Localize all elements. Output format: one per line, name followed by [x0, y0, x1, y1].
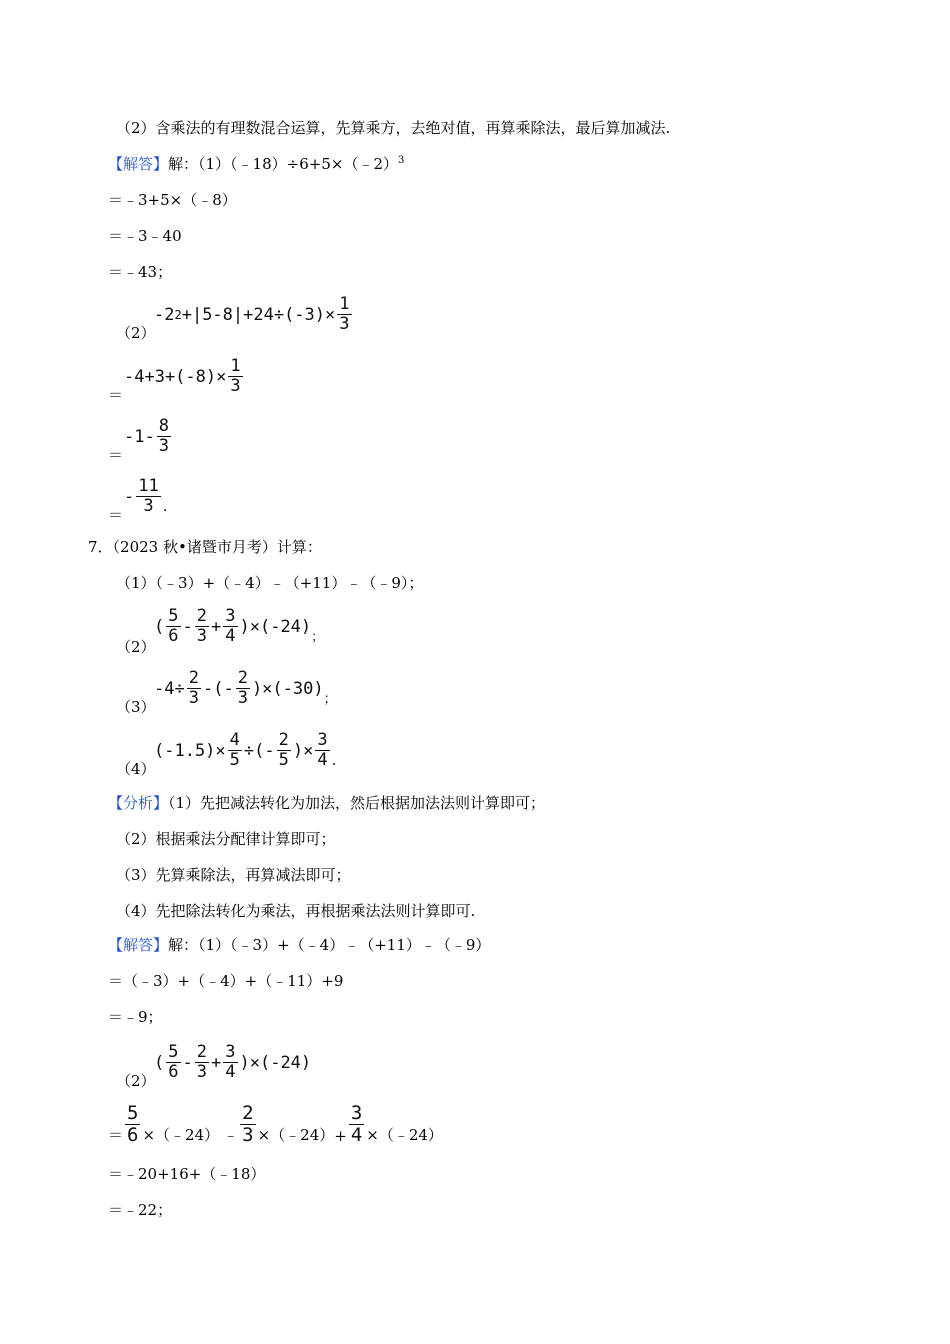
fraction — [166, 608, 180, 645]
part-label: （2） — [116, 638, 156, 656]
analysis-line — [108, 794, 545, 812]
answer-tag: 【解答】 — [108, 936, 169, 954]
fraction — [240, 1104, 255, 1145]
math-term: -2 — [154, 304, 175, 325]
step-line: ＝﹣3+5×（﹣8） — [108, 191, 237, 209]
numerator: 3 — [225, 606, 236, 626]
fraction — [166, 1044, 180, 1081]
period: . — [162, 497, 168, 515]
fraction — [228, 358, 242, 395]
part-label: （3） — [116, 698, 156, 716]
operator: - — [182, 616, 193, 637]
denominator: 3 — [188, 688, 199, 708]
denominator: 3 — [339, 314, 350, 334]
equals-sign: ＝ — [108, 1126, 124, 1144]
fraction — [277, 732, 291, 769]
numerator: 2 — [196, 1042, 207, 1062]
fraction — [187, 670, 201, 707]
analysis-text: （1）先把减法转化为加法，然后根据加法法则计算即可； — [168, 794, 546, 812]
analysis-line-2: （2）含乘法的有理数混合运算，先算乘方，去绝对值，再算乘除法，最后算加减法. — [116, 119, 671, 137]
equals-sign: ＝ — [108, 446, 124, 464]
analysis-tag: 【分析】 — [108, 794, 169, 812]
paren: ( — [154, 616, 165, 637]
math-term: ÷(- — [243, 740, 275, 761]
part-label: （2） — [116, 1072, 156, 1090]
analysis-line: （2）根据乘法分配律计算即可； — [116, 830, 336, 848]
answer-expression: 解：（1）（﹣18）÷6+5×（﹣2） — [168, 155, 398, 173]
operator: + — [211, 616, 222, 637]
answer-tag: 【解答】 — [108, 155, 169, 173]
numerator: 4 — [229, 730, 240, 750]
part-label: （2） — [116, 324, 156, 342]
question-7-part-1: （1）（﹣3）+（﹣4）﹣（+11）﹣（﹣9）； — [116, 574, 424, 592]
equals-sign: ＝ — [108, 386, 124, 404]
math-term: ×（﹣24） — [142, 1126, 220, 1144]
fraction — [157, 418, 171, 455]
fraction — [337, 296, 351, 333]
operator: + — [334, 1127, 347, 1145]
analysis-line: （3）先算乘除法，再算减法即可； — [116, 866, 351, 884]
step-line: ＝﹣20+16+（﹣18） — [108, 1165, 266, 1183]
fraction — [125, 1104, 140, 1145]
fraction — [136, 478, 160, 515]
denominator: 3 — [230, 376, 241, 396]
math-expression-1: -2 2 +|5-8|+24÷(-3)× $\frac{1}{3}$ — [154, 294, 350, 334]
denominator: 3 — [143, 496, 154, 516]
step-line: ＝﹣9； — [108, 1008, 163, 1026]
step-line: ＝（﹣3）+（﹣4）+（﹣11）+9 — [108, 972, 344, 990]
numerator: 2 — [188, 668, 199, 688]
answer-expression: 解：（1）（﹣3）+（﹣4）﹣（+11）﹣（﹣9） — [168, 936, 491, 954]
math-term: )×(-24) — [239, 616, 312, 637]
math-term: )× — [292, 740, 314, 761]
math-term: )×(-24) — [239, 1052, 312, 1073]
denominator: 4 — [317, 750, 328, 770]
numerator: 2 — [237, 668, 248, 688]
semicolon: ； — [311, 630, 325, 645]
distribution-line — [108, 1104, 443, 1145]
denominator: 6 — [168, 626, 179, 646]
denominator: 5 — [278, 750, 289, 770]
fraction — [223, 608, 237, 645]
paren: ( — [154, 1052, 165, 1073]
question-7-title: 7．（2023 秋•诸暨市月考）计算： — [88, 538, 322, 556]
denominator: 6 — [168, 1062, 179, 1082]
math-term: -(- — [202, 678, 234, 699]
denominator: 4 — [350, 1124, 363, 1146]
numerator: 3 — [225, 1042, 236, 1062]
equals-sign: ＝ — [108, 506, 124, 524]
math-expression-2 — [124, 358, 245, 395]
step-line: ＝﹣22； — [108, 1201, 173, 1219]
numerator: 1 — [339, 294, 350, 314]
fraction — [349, 1104, 364, 1145]
math-term: (-1.5)× — [154, 740, 226, 761]
fraction — [315, 732, 329, 769]
math-term: +|5-8|+24÷(-3)× — [181, 304, 336, 325]
question-7-part-4 — [154, 732, 336, 769]
operator: + — [211, 1052, 222, 1073]
math-term: ×（﹣24） — [366, 1126, 443, 1144]
question-7-part-2 — [154, 608, 324, 645]
denominator: 4 — [225, 626, 236, 646]
math-term: -4÷ — [154, 678, 185, 699]
numerator: 2 — [278, 730, 289, 750]
math-expression-4 — [124, 478, 168, 515]
denominator: 6 — [127, 1124, 139, 1146]
fraction — [236, 670, 250, 707]
period: . — [331, 751, 337, 769]
operator: - — [182, 1052, 193, 1073]
numerator: 2 — [242, 1102, 254, 1124]
math-expression-3 — [124, 418, 173, 455]
answer-line-1 — [108, 155, 404, 173]
numerator: 5 — [168, 1042, 179, 1062]
numerator: 2 — [196, 606, 207, 626]
operator: ﹣ — [223, 1126, 239, 1144]
math-term: - — [124, 486, 135, 507]
denominator: 3 — [237, 688, 248, 708]
denominator: 3 — [196, 1062, 207, 1082]
answer-part-2-expression — [154, 1044, 311, 1081]
numerator: 11 — [138, 476, 159, 496]
answer-line — [108, 936, 490, 954]
numerator: 8 — [158, 416, 169, 436]
math-term: ×（﹣24） — [257, 1126, 335, 1144]
denominator: 5 — [229, 750, 240, 770]
step-line: ＝﹣3﹣40 — [108, 227, 182, 245]
math-term: -1- — [124, 426, 155, 447]
part-label: （4） — [116, 760, 156, 778]
exponent: 3 — [397, 155, 405, 166]
numerator: 3 — [317, 730, 328, 750]
fraction — [195, 1044, 209, 1081]
question-7-part-3 — [154, 670, 337, 707]
denominator: 3 — [158, 436, 169, 456]
step-line: ＝﹣43； — [108, 263, 173, 281]
numerator: 3 — [350, 1102, 363, 1124]
semicolon: ； — [323, 692, 337, 707]
fraction — [228, 732, 242, 769]
denominator: 3 — [196, 626, 207, 646]
math-term: -4+3+(-8)× — [124, 366, 227, 387]
numerator: 1 — [230, 356, 241, 376]
denominator: 4 — [225, 1062, 236, 1082]
math-term: )×(-30) — [251, 678, 324, 699]
denominator: 3 — [242, 1124, 254, 1146]
numerator: 5 — [168, 606, 179, 626]
fraction — [195, 608, 209, 645]
numerator: 5 — [127, 1102, 139, 1124]
analysis-line: （4）先把除法转化为乘法，再根据乘法法则计算即可. — [116, 902, 476, 920]
fraction — [223, 1044, 237, 1081]
